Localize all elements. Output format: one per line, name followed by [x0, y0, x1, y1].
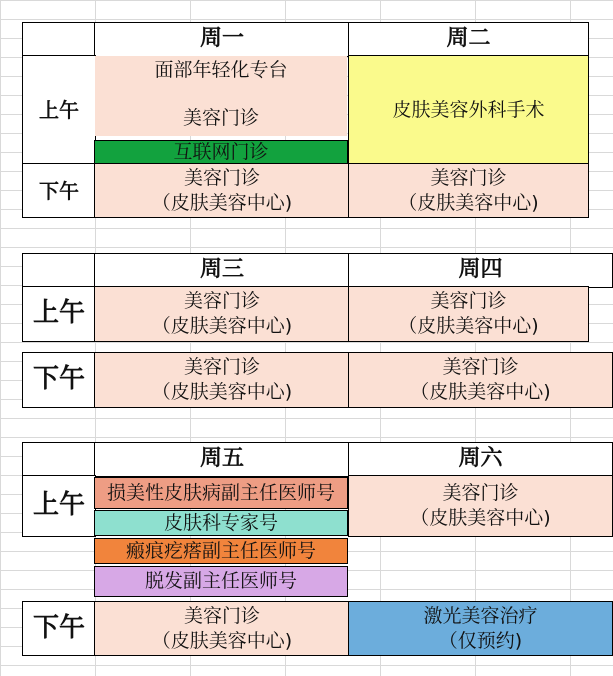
wednesday-pm-line2: （皮肤美容中心) — [151, 381, 293, 403]
wednesday-pm-cell — [94, 352, 350, 408]
tuesday-pm-line1: 美容门诊 — [430, 166, 507, 189]
friday-pm-line2: （皮肤美容中心) — [151, 629, 293, 652]
row-label-pm: 下午 — [22, 163, 96, 218]
monday-pm-line1: 美容门诊 — [183, 166, 260, 189]
corner-cell — [22, 22, 96, 57]
thursday-pm-line1: 美容门诊 — [442, 356, 519, 379]
friday-am-slot-2: 皮肤科专家号 — [94, 510, 348, 536]
header-friday: 周五 — [94, 442, 350, 477]
tuesday-pm-line2: （皮肤美容中心) — [398, 191, 539, 214]
saturday-pm-cell — [348, 601, 613, 656]
friday-am-slot-4: 脱发副主任医师号 — [94, 566, 348, 597]
thursday-am-line2: （皮肤美容中心) — [398, 315, 539, 337]
friday-pm-cell — [94, 601, 350, 656]
row-label-am: 上午 — [22, 55, 96, 165]
saturday-am-line2: （皮肤美容中心) — [410, 507, 551, 529]
friday-pm-line1: 美容门诊 — [183, 604, 260, 627]
saturday-am-line1: 美容门诊 — [442, 482, 519, 505]
monday-pm-cell — [94, 163, 350, 218]
row-label-pm-2: 下午 — [22, 352, 96, 408]
friday-am-slot-1: 损美性皮肤病副主任医师号 — [94, 477, 348, 509]
tuesday-pm-cell — [348, 163, 589, 218]
monday-am-cell — [95, 56, 347, 136]
monday-pm-line2: （皮肤美容中心) — [151, 191, 293, 214]
tuesday-am-cell: 皮肤美容外科手术 — [348, 55, 589, 165]
monday-am-line1: 面部年轻化专台 — [154, 59, 288, 81]
monday-am-line2: 美容门诊 — [182, 106, 259, 129]
friday-am-slot-3: 瘢痕疙瘩副主任医师号 — [94, 538, 348, 564]
saturday-pm-line2: （仅预约) — [438, 629, 523, 652]
row-label-am-3: 上午 — [22, 475, 96, 537]
thursday-pm-cell — [348, 352, 613, 408]
thursday-am-line1: 美容门诊 — [430, 290, 507, 313]
wednesday-pm-line1: 美容门诊 — [183, 356, 260, 379]
thursday-am-cell — [348, 286, 589, 342]
wednesday-am-cell — [94, 286, 350, 342]
wednesday-am-line2: （皮肤美容中心) — [151, 315, 293, 337]
monday-am-online: 互联网门诊 — [94, 140, 348, 164]
saturday-pm-line1: 激光美容治疗 — [423, 604, 538, 627]
header-monday: 周一 — [94, 22, 350, 57]
corner-cell-2 — [22, 253, 96, 288]
header-saturday: 周六 — [348, 442, 613, 477]
header-thursday: 周四 — [348, 253, 613, 288]
header-tuesday: 周二 — [348, 22, 589, 57]
thursday-pm-line2: （皮肤美容中心) — [410, 381, 551, 403]
header-wednesday: 周三 — [94, 253, 350, 288]
wednesday-am-line1: 美容门诊 — [183, 290, 260, 313]
saturday-am-cell — [348, 475, 613, 537]
row-label-pm-3: 下午 — [22, 601, 96, 656]
corner-cell-3 — [22, 442, 96, 477]
row-label-am-2: 上午 — [22, 286, 96, 342]
